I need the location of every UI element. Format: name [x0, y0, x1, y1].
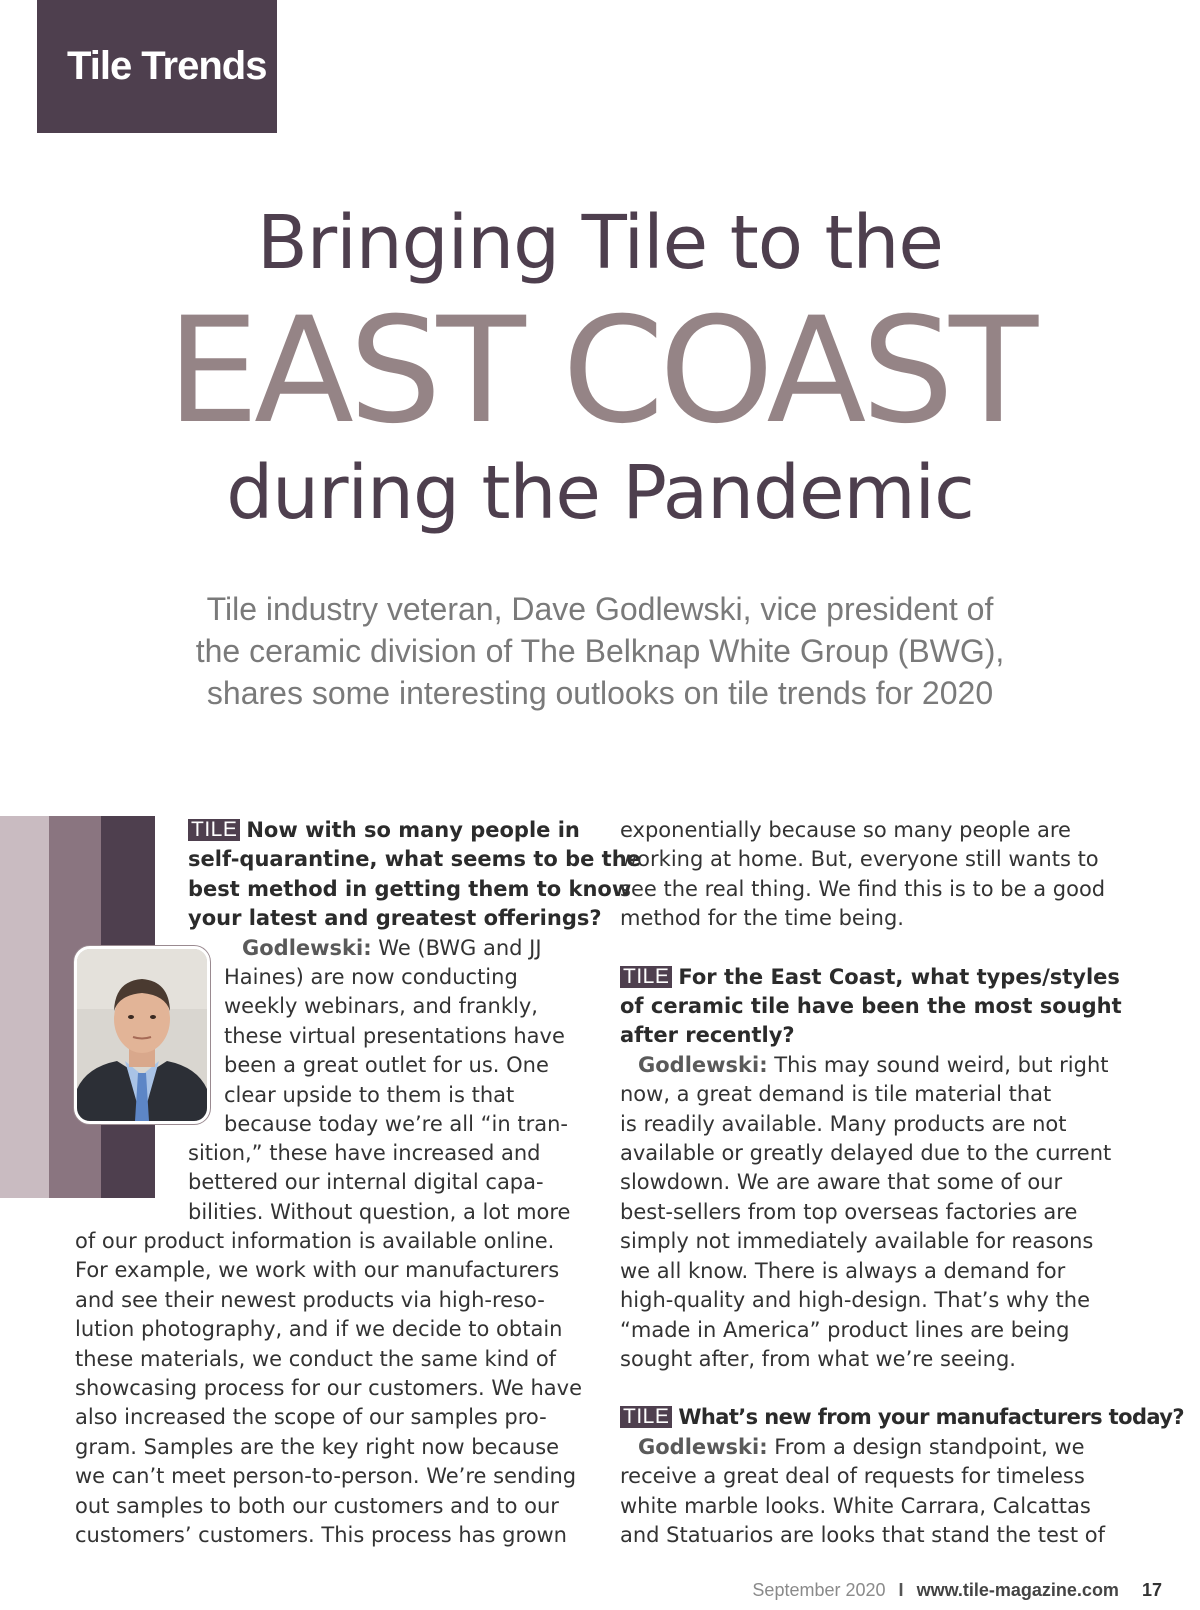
- qa2-answer-line: slowdown. We are aware that some of our: [620, 1170, 1063, 1195]
- qa2-answer-line: sought after, from what we’re seeing.: [620, 1346, 1016, 1371]
- headline-line-2: EAST COAST: [166, 286, 1034, 456]
- qa1-answer-line: bilities. Without question, a lot more: [188, 1199, 571, 1224]
- qa1-answer-line: lution photography, and if we decide to obtain: [75, 1317, 563, 1342]
- qa2-question: [620, 963, 1160, 1051]
- qa2-answer-line: available or greatly delayed due to the current: [620, 1141, 1112, 1166]
- subtitle-line-1: Tile industry veteran, Dave Godlewski, vice president of: [206, 591, 994, 627]
- qa1-answer-continued: [620, 816, 1160, 934]
- qa2-answer-line: best-sellers from top overseas factories are: [620, 1199, 1078, 1224]
- page-footer: [752, 1580, 1162, 1601]
- speaker-label: Godlewski:: [638, 1434, 768, 1459]
- qa2-answer-line: now, a great demand is tile material that: [620, 1082, 1052, 1107]
- qa2-question-line: of ceramic tile have been the most sought: [620, 994, 1122, 1019]
- qa1-question-line: Now with so many people in: [246, 818, 580, 842]
- qa1-answer-line: clear upside to them is that: [224, 1082, 515, 1107]
- qa1-question-line: best method in getting them to know: [188, 876, 632, 901]
- qa1-question-line: self-quarantine, what seems to be the: [188, 847, 641, 872]
- qa1-question-line: your latest and greatest offerings?: [188, 906, 602, 931]
- qa1-question: [188, 816, 641, 934]
- qa1-answer-line: method for the time being.: [620, 906, 904, 931]
- speaker-label: Godlewski:: [242, 936, 372, 960]
- qa2-question-line: after recently?: [620, 1023, 795, 1048]
- qa3-answer-line: and Statuarios are looks that stand the test of: [620, 1522, 1105, 1547]
- qa1-answer-line: weekly webinars, and frankly,: [224, 994, 538, 1019]
- qa1-answer-line: been a great outlet for us. One: [224, 1053, 549, 1078]
- qa2-question-line: For the East Coast, what types/styles: [678, 964, 1120, 989]
- qa3-question: [620, 1403, 1184, 1432]
- qa2-answer-line: we all know. There is always a demand for: [620, 1258, 1066, 1283]
- decor-stripe-light: [0, 816, 49, 1198]
- portrait-illustration: [77, 949, 207, 1121]
- qa3-answer: [620, 1433, 1160, 1551]
- subtitle-line-3: shares some interesting outlooks on tile trends for 2020: [206, 675, 994, 711]
- qa1-answer-line: working at home. But, everyone still wants to: [620, 847, 1099, 872]
- qa1-answer-line: For example, we work with our manufacturers: [75, 1258, 560, 1283]
- section-tag: [37, 0, 277, 133]
- portrait-photo: [74, 946, 210, 1124]
- headline-line-3: during the Pandemic: [226, 450, 974, 536]
- speaker-label: Godlewski:: [638, 1052, 768, 1077]
- qa2-answer-line: simply not immediately available for reasons: [620, 1229, 1094, 1254]
- right-column: [620, 816, 1184, 1550]
- qa1-answer-line: these virtual presentations have: [224, 1023, 565, 1048]
- qa1-answer-line: out samples to both our customers and to our: [75, 1493, 559, 1518]
- qa1-answer-line: see the real thing. We find this is to be a good: [620, 876, 1106, 901]
- qa1-answer-wrap: [224, 963, 594, 1139]
- qa3-answer-line: receive a great deal of requests for timeless: [620, 1464, 1085, 1489]
- issue-date: September 2020: [752, 1580, 886, 1600]
- qa2-answer: [620, 1051, 1160, 1374]
- qa1-answer-line: showcasing process for our customers. We have: [75, 1376, 583, 1401]
- qa2-answer-line: high-quality and high-design. That’s why the: [620, 1288, 1091, 1313]
- qa1-question-block: [188, 816, 641, 934]
- qa1-answer-line: Haines) are now conducting: [224, 965, 518, 989]
- qa1-answer-line: because today we’re all “in tran-: [224, 1112, 568, 1137]
- qa3-answer-line: From a design standpoint, we: [774, 1434, 1085, 1459]
- qa1-answer-line: sition,” these have increased and: [188, 1141, 541, 1165]
- qa2-answer-line: This may sound weird, but right: [774, 1052, 1109, 1077]
- qa1-answer-line: and see their newest products via high-reso-: [75, 1287, 545, 1312]
- qa1-answer-mid: [188, 1139, 598, 1227]
- tile-badge: TILE: [620, 966, 672, 988]
- tile-badge: TILE: [188, 819, 240, 841]
- qa3-question-line: What’s new from your manufacturers today?: [678, 1405, 1184, 1430]
- subtitle-line-2: the ceramic division of The Belknap White Group (BWG),: [195, 633, 1005, 669]
- tile-badge: TILE: [620, 1406, 672, 1428]
- qa1-answer-line: also increased the scope of our samples pro-: [75, 1405, 547, 1430]
- qa3-answer-line: white marble looks. White Carrara, Calcattas: [620, 1493, 1091, 1518]
- qa2-answer-line: “made in America” product lines are being: [620, 1317, 1070, 1342]
- qa2-answer-line: is readily available. Many products are not: [620, 1111, 1067, 1136]
- subtitle: [100, 588, 1100, 714]
- website-url: www.tile-magazine.com: [916, 1580, 1119, 1600]
- qa1-answer-full: [75, 1227, 595, 1550]
- footer-separator: I: [898, 1580, 904, 1600]
- section-tag-label: Tile Trends: [67, 44, 267, 88]
- qa1-answer-line: exponentially because so many people are: [620, 818, 1071, 842]
- page-number: 17: [1141, 1580, 1162, 1600]
- headline-line-1: Bringing Tile to the: [257, 200, 943, 286]
- qa1-answer-start: [242, 934, 602, 963]
- qa1-answer-line: We (BWG and JJ: [378, 936, 542, 960]
- qa1-answer-line: of our product information is available online.: [75, 1229, 555, 1253]
- qa1-answer-line: customers’ customers. This process has grown: [75, 1523, 567, 1548]
- qa1-answer-line: these materials, we conduct the same kind of: [75, 1346, 557, 1371]
- qa1-answer-line: gram. Samples are the key right now because: [75, 1434, 560, 1459]
- qa1-answer-line: we can’t meet person-to-person. We’re sending: [75, 1464, 577, 1489]
- qa1-answer-line: bettered our internal digital capa-: [188, 1170, 544, 1195]
